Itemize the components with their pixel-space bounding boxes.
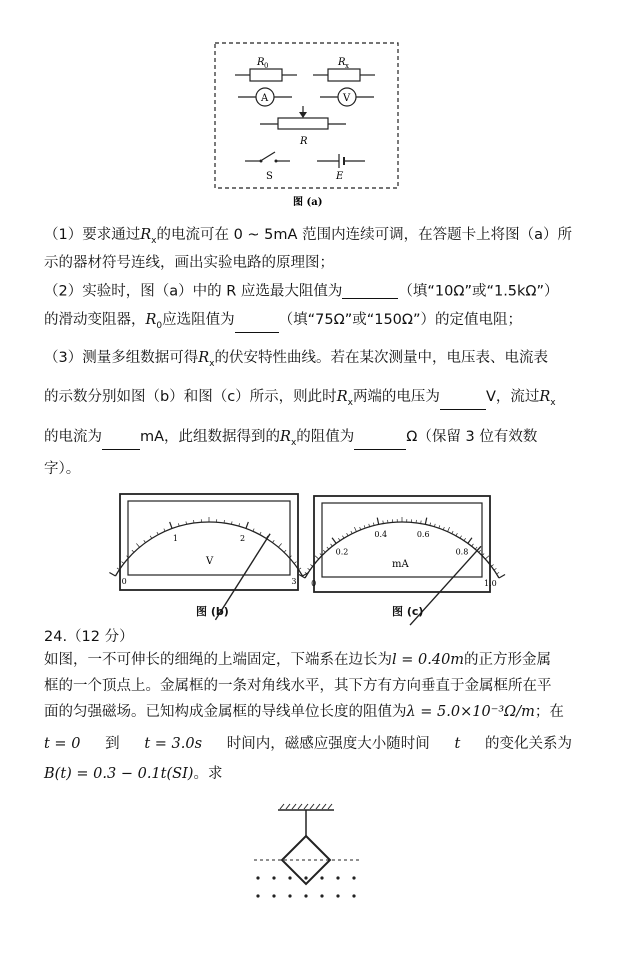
q3-blank-resistance[interactable] (354, 435, 406, 450)
q24-text-b: 的正方形金属 (464, 652, 552, 668)
voltmeter-tick (157, 532, 158, 535)
figure-b-caption: 图 (b) (196, 605, 229, 618)
figure-c-caption: 图 (c) (392, 605, 424, 618)
q2-line-1 (44, 284, 584, 299)
milliammeter-tick-label: 0 (311, 579, 317, 588)
q3-blank-voltage[interactable] (440, 395, 486, 410)
switch-symbol (245, 152, 290, 163)
q2-text-b: （填“10Ω”或“1.5kΩ”） (398, 283, 559, 300)
rx-resistor-symbol (313, 69, 375, 81)
voltmeter-tick (260, 532, 261, 535)
q24-text-a: 如图，一不可伸长的细绳的上端固定，下端系在边长为 (44, 652, 392, 668)
milliammeter-tick (475, 547, 477, 549)
voltmeter-tick (117, 568, 119, 570)
battery-symbol (317, 154, 365, 168)
field-dot (320, 894, 323, 897)
milliammeter-tick (347, 533, 348, 536)
milliammeter-tick-label: 0.8 (455, 547, 469, 557)
milliammeter-tick (448, 527, 450, 532)
q3-line-2 (44, 390, 584, 410)
q2-text-c: 的滑动变阻器， (44, 312, 146, 328)
milliammeter-tick (354, 527, 356, 532)
field-dot (304, 876, 307, 879)
field-dot (256, 894, 259, 897)
field-dot (272, 894, 275, 897)
milliammeter-tick (331, 544, 333, 546)
milliammeter-tick (479, 550, 481, 552)
q2-text-d: 应选阻值为 (162, 312, 235, 328)
q24-text-e: 到 (105, 736, 120, 752)
figure-a-diagram (205, 38, 410, 213)
field-dot (352, 876, 355, 879)
milliammeter-tick (308, 568, 310, 570)
milliammeter-tick (315, 556, 319, 559)
voltmeter-tick (299, 568, 301, 570)
q3-rx-1: R (198, 350, 210, 366)
milliammeter-tick (468, 538, 472, 544)
q24-side-length: l = 0.40m (392, 652, 465, 668)
q24-line-1 (44, 653, 584, 668)
milliammeter-tick (323, 550, 325, 552)
q24-lambda: λ = 5.0×10⁻³Ω/m (406, 704, 535, 720)
q2-blank-resistor[interactable] (235, 318, 279, 333)
rx-label-sub: x (345, 62, 349, 70)
q3-text-f: 的电流为 (44, 429, 102, 445)
r0-resistor-symbol (235, 69, 297, 81)
milliammeter-tick (494, 568, 496, 570)
q1-rx: R (140, 227, 152, 243)
q24-t0: t = 0 (44, 736, 81, 752)
r0-label: R (257, 57, 265, 68)
q24-text-c: 面的匀强磁场。已知构成金属框的导线单位长度的阻值为 (44, 704, 407, 720)
q3-text-e: V，流过 (485, 389, 540, 405)
milliammeter-tick (485, 556, 489, 559)
q24-title: 24.（12 分） (44, 629, 134, 645)
voltmeter-tick-label: 2 (239, 533, 246, 543)
voltmeter-tick (170, 522, 172, 529)
q3-text-g: mA，此组数据得到的 (140, 429, 281, 445)
voltmeter-tick-label: 1 (172, 533, 179, 543)
q24-b-function: B(t) = 0.3 − 0.1t(SI) (44, 766, 194, 782)
milliammeter-tick-label: 1.0 (483, 579, 497, 588)
voltmeter-tick-label: 3 (291, 577, 297, 586)
ceiling-hatch (280, 804, 332, 809)
q3-text-b: 的伏安特性曲线。若在某次测量中，电压表、电流表 (214, 350, 548, 366)
q2-r0-sub: 0 (156, 320, 163, 331)
q24-line-5 (44, 767, 584, 782)
q3-rx-2: R (336, 389, 348, 405)
field-dot (256, 876, 259, 879)
figure-a-caption: 图 (a) (293, 197, 323, 208)
milliammeter-tick-label: 0.6 (416, 530, 430, 540)
q3-text-c: 的示数分别如图（b）和图（c）所示，则此时 (44, 389, 337, 405)
milliammeter-tick (460, 536, 462, 539)
q3-text-d: 两端的电压为 (352, 389, 440, 405)
milliammeter-dial-figure-c (311, 494, 497, 594)
q24-line-2: 框的一个顶点上。金属框的一条对角线水平，其下方有方向垂直于金属框所在平 (44, 678, 552, 694)
q24-text-d: ；在 (534, 704, 564, 720)
voltmeter-tick (136, 543, 139, 547)
milliammeter-unit: mA (392, 559, 409, 570)
q2-r0: R (145, 312, 157, 328)
q3-blank-current[interactable] (102, 435, 140, 450)
field-dot (352, 894, 355, 897)
field-dot (320, 876, 323, 879)
milliammeter-tick-label: 0.4 (374, 530, 388, 540)
magnetic-field-dots (256, 876, 355, 897)
milliammeter-tick (327, 547, 329, 549)
voltmeter-tick (294, 562, 296, 564)
voltmeter-tick (246, 522, 248, 529)
battery-label: E (336, 171, 344, 182)
q2-text-e: （填“75Ω”或“150Ω”）的定值电阻； (278, 312, 522, 328)
q2-line-2 (44, 313, 584, 333)
q3-rx-3: R (539, 389, 551, 405)
milliammeter-tick-label: 0.2 (335, 547, 349, 557)
milliammeter-tick (342, 536, 344, 539)
field-dot (336, 894, 339, 897)
q24-t3: t = 3.0s (144, 736, 203, 752)
milliammeter-tick (491, 564, 493, 566)
q3-line-1 (44, 351, 584, 371)
q3-line-3 (44, 430, 584, 450)
q3-rx-1-sub: x (209, 358, 215, 369)
q3-text-i: Ω（保留 3 位有效数 (406, 429, 538, 445)
voltmeter-tick (144, 540, 146, 542)
q3-rx-4: R (280, 429, 291, 445)
milliammeter-tick (499, 575, 505, 579)
q3-text-h: 的阻值为 (296, 429, 355, 445)
q1-range: 的电流可在 0 ~ 5mA 范围内连续可调，在答题卡上将图（a）所 (156, 227, 572, 243)
voltmeter-dial-figure-b (118, 492, 300, 592)
rx-label: R (338, 57, 346, 68)
milliammeter-tick (425, 518, 426, 525)
field-dot (336, 876, 339, 879)
milliammeter-tick (456, 533, 457, 536)
q3-text-a: （3）测量多组数据可得 (44, 350, 199, 366)
q3-line-4: 字）。 (44, 461, 81, 477)
q24-line-3 (44, 705, 584, 720)
q24-text-f: 时间内，磁感应强度大小随时间 (226, 736, 430, 752)
voltmeter-tick (278, 543, 281, 547)
q24-line-4 (44, 737, 572, 752)
milliammeter-tick (421, 521, 422, 524)
field-dot (288, 876, 291, 879)
q1-line-1 (44, 228, 584, 248)
field-dot (288, 894, 291, 897)
milliammeter-tick (338, 538, 340, 540)
q24-t-var: t (454, 736, 461, 752)
hanging-frame-figure (250, 800, 370, 910)
ammeter-label: A (261, 93, 269, 104)
milliammeter-tick (464, 538, 466, 540)
voltmeter-tick (272, 540, 274, 542)
field-dot (272, 876, 275, 879)
milliammeter-tick (472, 544, 474, 546)
q24-text-h: 。求 (193, 766, 223, 782)
voltmeter-tick (150, 536, 152, 539)
q3-rx-2-sub: x (347, 397, 353, 408)
voltmeter-unit: V (206, 556, 214, 567)
voltmeter-tick (109, 573, 115, 577)
milliammeter-tick (332, 538, 336, 544)
milliammeter-tick (377, 518, 378, 525)
r0-label-sub: 0 (264, 62, 269, 70)
rheostat-label: R (300, 136, 308, 147)
voltmeter-label: V (343, 93, 351, 104)
q1-rx-sub: x (151, 235, 157, 246)
q2-blank-rheostat[interactable] (342, 284, 398, 299)
voltmeter-tick-label: 0 (121, 577, 127, 586)
milliammeter-tick (497, 572, 500, 574)
voltmeter-tick (284, 550, 286, 552)
switch-label: S (266, 171, 273, 182)
rheostat-symbol (260, 106, 346, 129)
field-dot (304, 894, 307, 897)
milliammeter-tick (383, 521, 384, 524)
q3-rx-3-sub: x (550, 397, 556, 408)
q1-line-2: 示的器材符号连线，画出实验电路的原理图； (44, 255, 334, 271)
q1-prefix: （1）要求通过 (44, 227, 141, 243)
voltmeter-tick (122, 562, 124, 564)
q2-text-a: （2）实验时，图（a）中的 R 应选最大阻值为 (44, 283, 343, 300)
milliammeter-tick (310, 564, 312, 566)
q3-rx-4-sub: x (290, 437, 297, 448)
voltmeter-scale-arc (115, 522, 302, 576)
q24-text-g: 的变化关系为 (484, 736, 572, 752)
voltmeter-tick (132, 550, 134, 552)
